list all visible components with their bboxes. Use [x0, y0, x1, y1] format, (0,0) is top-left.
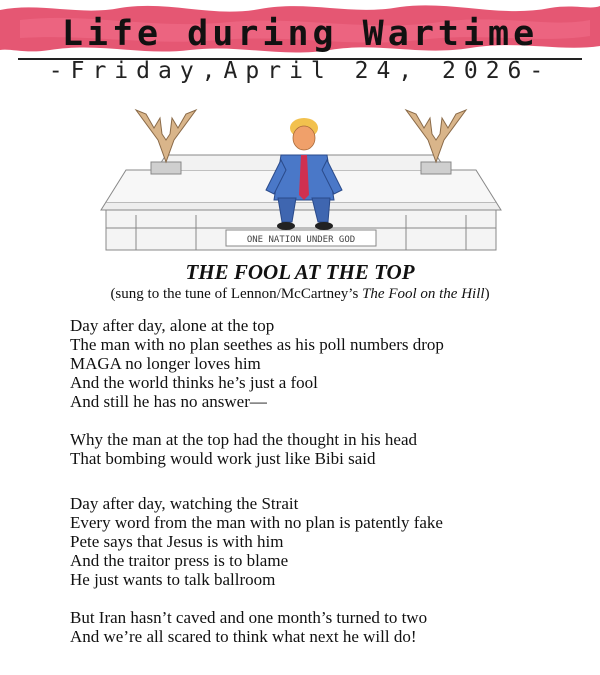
stanza-gap	[70, 468, 590, 494]
masthead-date: -Friday,April 24, 2026-	[48, 58, 552, 84]
poem-line: And still he has no answer—	[70, 392, 267, 411]
poem-line: The man with no plan seethes as his poll numbers drop	[70, 335, 444, 354]
subtitle-prefix: (sung to the tune of Lennon/McCartney’s	[110, 286, 363, 302]
poem-line: Pete says that Jesus is with him	[70, 532, 284, 551]
poem-line: Day after day, watching the Strait	[70, 494, 299, 513]
poem-line: Why the man at the top had the thought in his head	[70, 430, 418, 449]
subtitle-suffix: )	[484, 286, 490, 302]
poem-title: THE FOOL AT THE TOP	[185, 260, 415, 284]
poem-line: But Iran hasn’t caved and one month’s turned to two	[70, 608, 428, 627]
poem-line: And the world thinks he’s just a fool	[70, 373, 318, 392]
poem-line: He just wants to talk ballroom	[70, 570, 276, 589]
masthead	[0, 0, 600, 92]
poem-line: And the traitor press is to blame	[70, 551, 289, 570]
subtitle-song: The Fool on the Hill	[362, 286, 485, 302]
stanza-gap	[70, 589, 590, 608]
poem-line: Every word from the man with no plan is patently fake	[70, 513, 443, 532]
poem-line: MAGA no longer loves him	[70, 354, 261, 373]
masthead-title: Life during Wartime	[61, 14, 539, 54]
poem-line: And we’re all scared to think what next he will do!	[70, 627, 417, 646]
cartoon-illustration	[96, 100, 506, 260]
poem-line: Day after day, alone at the top	[70, 316, 275, 335]
poem-subtitle	[0, 286, 600, 303]
banner-text: ONE NATION UNDER GOD	[246, 235, 356, 245]
poem-body	[70, 316, 590, 646]
stanza-gap	[70, 411, 590, 430]
poem-line: That bombing would work just like Bibi said	[70, 449, 376, 468]
